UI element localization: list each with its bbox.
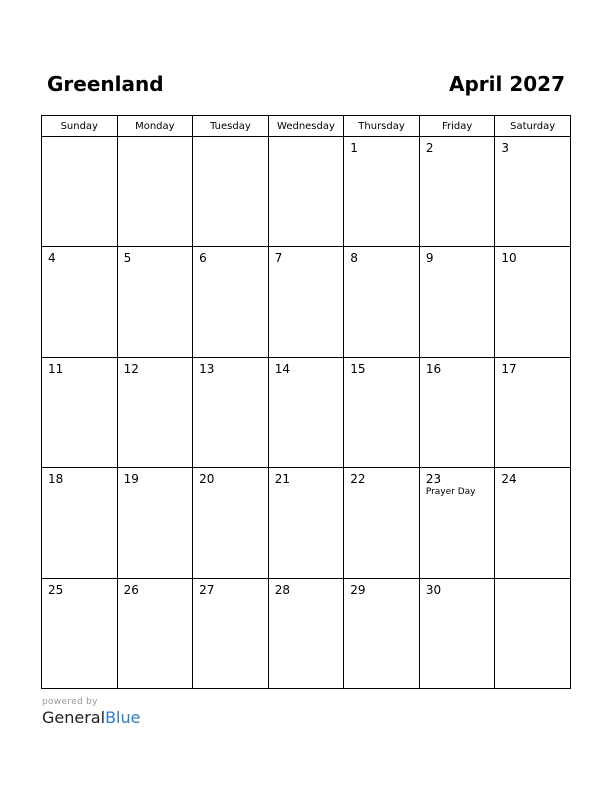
weekday-header-monday: Monday <box>117 116 193 137</box>
day-number: 8 <box>350 251 358 266</box>
holiday-label: Prayer Day <box>425 487 476 498</box>
day-number: 14 <box>274 361 290 376</box>
day-cell <box>344 247 420 357</box>
day-number: 5 <box>123 251 132 266</box>
day-number: 9 <box>425 251 434 266</box>
powered-by-label: powered by <box>42 697 98 707</box>
day-number: 21 <box>274 472 290 487</box>
day-number: 24 <box>501 472 517 487</box>
day-cell <box>268 468 344 578</box>
day-cell-holiday <box>419 468 495 578</box>
day-cell <box>495 578 571 688</box>
day-cell <box>268 357 344 467</box>
day-cell <box>419 247 495 357</box>
day-cell <box>117 137 193 247</box>
day-cell <box>42 357 118 467</box>
day-cell <box>42 578 118 688</box>
day-cell <box>419 578 495 688</box>
day-cell <box>344 578 420 688</box>
day-number: 10 <box>501 251 517 266</box>
day-number: 28 <box>274 582 290 597</box>
day-cell <box>42 137 118 247</box>
day-number: 25 <box>48 582 64 597</box>
day-cell <box>344 357 420 467</box>
day-number: 26 <box>123 582 139 597</box>
day-cell <box>117 468 193 578</box>
day-number: 20 <box>199 472 215 487</box>
day-cell <box>268 578 344 688</box>
day-number: 16 <box>425 361 442 376</box>
weekday-header-wednesday: Wednesday <box>268 116 344 137</box>
weekday-header-saturday: Saturday <box>495 116 571 137</box>
day-number: 4 <box>48 251 56 266</box>
day-cell <box>268 247 344 357</box>
day-cell <box>268 137 344 247</box>
weekday-header-thursday: Thursday <box>344 116 420 137</box>
day-cell <box>193 578 269 688</box>
day-number: 2 <box>425 141 434 155</box>
calendar-month-title: April 2027 <box>449 72 565 96</box>
week-row <box>42 357 571 467</box>
logo-text-general: General <box>42 708 106 727</box>
day-number: 11 <box>48 361 64 376</box>
day-number: 17 <box>501 361 517 376</box>
day-number: 15 <box>350 361 366 376</box>
week-row <box>42 247 571 357</box>
day-cell <box>193 468 269 578</box>
calendar-country-title: Greenland <box>47 72 164 96</box>
weekday-header-row <box>42 116 571 137</box>
day-number: 18 <box>48 472 64 487</box>
day-cell <box>117 247 193 357</box>
day-cell <box>419 357 495 467</box>
logo-text-blue: Blue <box>105 708 141 727</box>
day-cell <box>193 137 269 247</box>
week-row <box>42 468 571 578</box>
day-number: 19 <box>123 472 139 487</box>
weekday-header-tuesday: Tuesday <box>193 116 269 137</box>
weekday-header-friday: Friday <box>419 116 495 137</box>
day-number: 27 <box>199 582 215 597</box>
day-cell <box>495 468 571 578</box>
day-cell <box>419 137 495 247</box>
day-cell <box>117 578 193 688</box>
calendar-grid <box>41 115 571 689</box>
day-number: 13 <box>199 361 215 376</box>
day-cell <box>42 468 118 578</box>
day-number: 6 <box>199 251 207 266</box>
day-cell <box>42 247 118 357</box>
week-row <box>42 137 571 247</box>
day-number: 22 <box>350 472 366 487</box>
day-cell <box>495 137 571 247</box>
day-number: 12 <box>123 361 139 376</box>
day-cell <box>495 357 571 467</box>
week-row <box>42 578 571 688</box>
day-number: 29 <box>350 582 366 597</box>
day-number: 7 <box>274 251 283 266</box>
day-number: 1 <box>350 141 358 155</box>
day-cell <box>495 247 571 357</box>
day-cell <box>193 247 269 357</box>
day-cell <box>193 357 269 467</box>
weekday-header-sunday: Sunday <box>42 116 118 137</box>
day-cell <box>344 468 420 578</box>
day-cell <box>117 357 193 467</box>
day-number: 3 <box>501 141 510 155</box>
day-number: 30 <box>425 582 442 597</box>
footer-branding[interactable] <box>42 697 140 728</box>
day-cell <box>344 137 420 247</box>
day-number: 23 <box>425 472 442 487</box>
generalblue-logo[interactable] <box>42 708 140 728</box>
